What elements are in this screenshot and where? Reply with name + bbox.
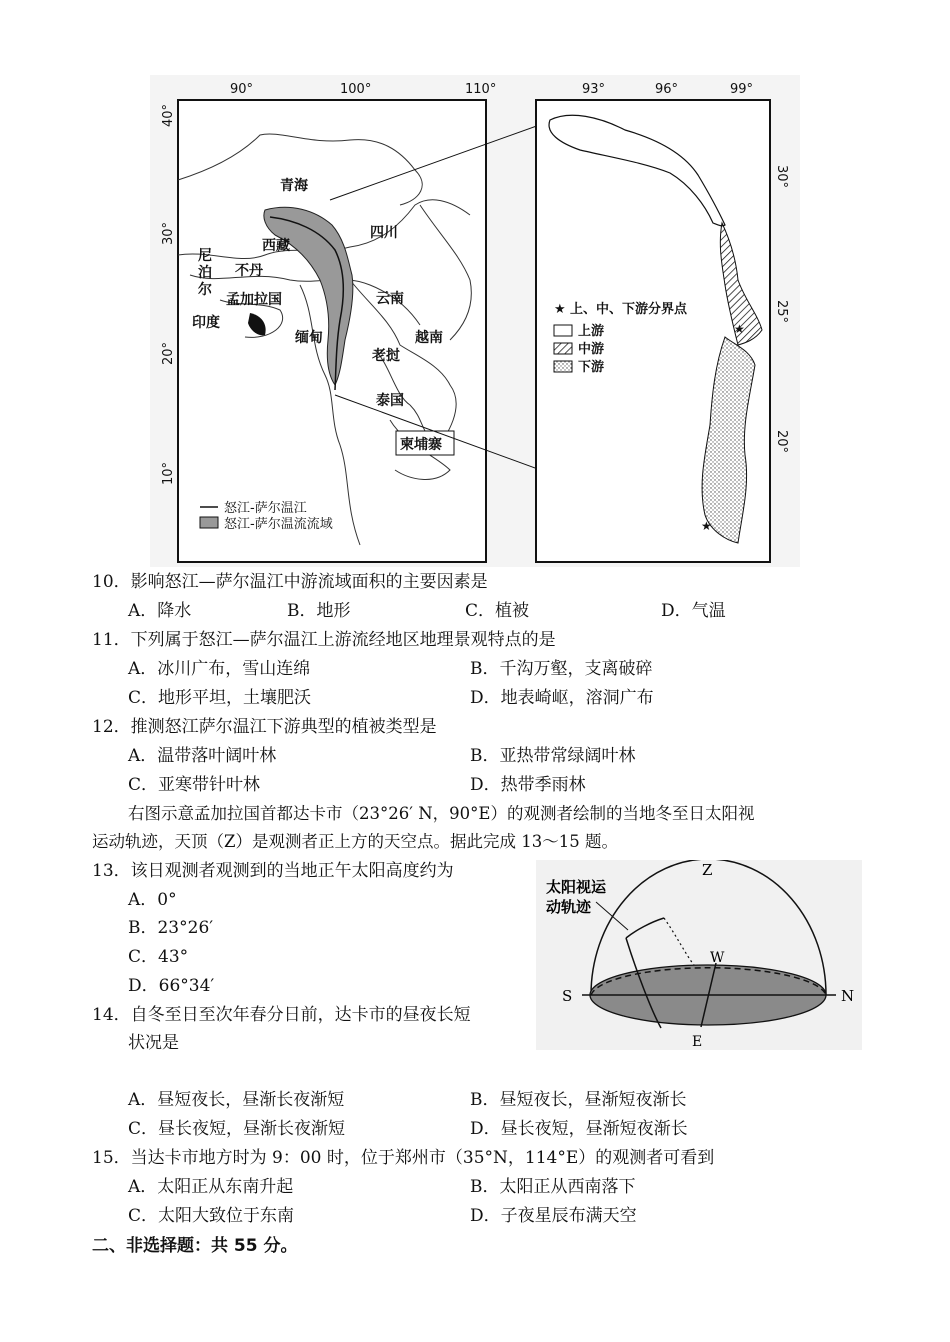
q10-option-a[interactable]: A．降水 xyxy=(128,601,192,621)
q10-option-c[interactable]: C．植被 xyxy=(465,601,530,621)
label-sichuan: 四川 xyxy=(370,225,398,241)
question-text: 下列属于怒江—萨尔温江上游流经地区地理景观特点的是 xyxy=(130,630,556,650)
lat-tick-20-right: 20° xyxy=(774,430,789,454)
question-13 xyxy=(92,861,454,881)
label-india: 印度 xyxy=(192,315,220,331)
q14-option-b[interactable]: B．昼短夜长，昼渐短夜渐长 xyxy=(470,1090,687,1110)
legend-middle: 中游 xyxy=(578,342,605,357)
q11-option-b[interactable]: B．千沟万壑，支离破碎 xyxy=(470,659,653,679)
label-yunnan: 云南 xyxy=(376,291,404,307)
question-14-cont: 状况是 xyxy=(128,1033,179,1053)
q13-option-c[interactable]: C．43° xyxy=(128,947,189,967)
legend-basin: 怒江-萨尔温流流域 xyxy=(224,517,333,532)
question-10 xyxy=(92,572,488,592)
label-laos: 老挝 xyxy=(372,348,400,364)
question-number: 15． xyxy=(92,1148,131,1168)
legend-river: 怒江-萨尔温江 xyxy=(224,501,307,516)
lon-tick-90: 90° xyxy=(230,82,254,97)
question-15 xyxy=(92,1148,714,1168)
q15-option-d[interactable]: D．子夜星辰布满天空 xyxy=(470,1206,637,1226)
label-cambodia: 柬埔寨 xyxy=(400,437,442,453)
q12-option-a[interactable]: A．温带落叶阔叶林 xyxy=(128,746,277,766)
question-number: 11． xyxy=(92,630,131,650)
lon-tick-100: 100° xyxy=(340,82,372,97)
q15-option-a[interactable]: A．太阳正从东南升起 xyxy=(128,1177,294,1197)
label-xizang: 西藏 xyxy=(262,238,290,254)
question-text: 当达卡市地方时为 9：00 时，位于郑州市（35°N，114°E）的观测者可看到 xyxy=(130,1148,715,1168)
label-bhutan: 不丹 xyxy=(235,263,263,279)
q13-option-d[interactable]: D．66°34′ xyxy=(128,976,215,996)
q14-option-a[interactable]: A．昼短夜长，昼渐长夜渐短 xyxy=(128,1090,345,1110)
legend-lower: 下游 xyxy=(578,360,605,375)
label-myanmar: 缅甸 xyxy=(295,330,323,346)
lat-tick-25-right: 25° xyxy=(774,300,789,324)
label-west: W xyxy=(710,950,725,966)
label-er: 尔 xyxy=(198,282,212,298)
q11-option-a[interactable]: A．冰川广布，雪山连绵 xyxy=(128,659,311,679)
question-12 xyxy=(92,717,437,737)
question-number: 12． xyxy=(92,717,131,737)
question-text: 影响怒江—萨尔温江中游流域面积的主要因素是 xyxy=(130,572,488,592)
label-thailand: 泰国 xyxy=(376,393,404,409)
question-text: 推测怒江萨尔温江下游典型的植被类型是 xyxy=(130,717,437,737)
label-bangladesh: 孟加拉国 xyxy=(226,292,282,308)
q13-option-b[interactable]: B．23°26′ xyxy=(128,918,214,938)
q14-option-c[interactable]: C．昼长夜短，昼渐长夜渐短 xyxy=(128,1119,346,1139)
q14-option-d[interactable]: D．昼长夜短，昼渐短夜渐长 xyxy=(470,1119,688,1139)
question-text: 该日观测者观测到的当地正午太阳高度约为 xyxy=(130,861,454,881)
river-basin-figure xyxy=(150,75,800,567)
label-ni: 尼 xyxy=(198,248,212,264)
boundary-star-2: ★ xyxy=(701,519,712,533)
q11-option-c[interactable]: C．地形平坦，土壤肥沃 xyxy=(128,688,312,708)
sun-path-label-line2: 动轨迹 xyxy=(546,898,592,916)
question-11 xyxy=(92,630,556,650)
label-vietnam: 越南 xyxy=(415,330,443,346)
intro-line-1: 右图示意孟加拉国首都达卡市（23°26′ N，90°E）的观测者绘制的当地冬至日太阳视 xyxy=(128,804,755,823)
lat-tick-40: 40° xyxy=(161,103,176,127)
lon-tick-93: 93° xyxy=(582,82,606,97)
question-number: 10． xyxy=(92,572,131,592)
lat-tick-30: 30° xyxy=(161,221,176,245)
q15-option-b[interactable]: B．太阳正从西南落下 xyxy=(470,1177,636,1197)
lon-tick-96: 96° xyxy=(655,82,679,97)
label-bo: 泊 xyxy=(198,265,212,281)
label-qinghai: 青海 xyxy=(280,178,308,194)
q12-option-d[interactable]: D．热带季雨林 xyxy=(470,775,586,795)
section-2-heading: 二、非选择题：共 55 分。 xyxy=(92,1236,298,1256)
question-14 xyxy=(92,1005,471,1025)
lat-tick-10: 10° xyxy=(161,461,176,485)
star-icon: ★ xyxy=(554,302,566,317)
boundary-star-1: ★ xyxy=(734,322,745,336)
q13-option-a[interactable]: A．0° xyxy=(128,890,177,910)
intro-line-2: 运动轨迹，天顶（Z）是观测者正上方的天空点。据此完成 13～15 题。 xyxy=(92,832,618,851)
q12-option-c[interactable]: C．亚寒带针叶林 xyxy=(128,775,261,795)
legend-upper: 上游 xyxy=(578,324,605,339)
label-east: E xyxy=(692,1034,703,1050)
label-zenith: Z xyxy=(702,861,713,879)
lon-tick-99: 99° xyxy=(730,82,754,97)
question-text: 自冬至日至次年春分日前，达卡市的昼夜长短 xyxy=(130,1005,471,1025)
label-south: S xyxy=(562,987,573,1005)
question-number: 13． xyxy=(92,861,131,881)
lat-tick-20: 20° xyxy=(161,341,176,365)
lon-tick-110: 110° xyxy=(465,82,497,97)
q10-option-d[interactable]: D．气温 xyxy=(661,601,726,621)
q15-option-c[interactable]: C．太阳大致位于东南 xyxy=(128,1206,295,1226)
lat-tick-30-right: 30° xyxy=(774,165,789,189)
sun-path-figure xyxy=(536,860,862,1050)
legend-boundary-point: 上、中、下游分界点 xyxy=(570,302,688,317)
q11-option-d[interactable]: D．地表崎岖，溶洞广布 xyxy=(470,688,654,708)
q10-option-b[interactable]: B．地形 xyxy=(287,601,351,621)
sun-path-label-line1: 太阳视运 xyxy=(546,878,607,896)
label-north: N xyxy=(841,987,855,1005)
question-number: 14． xyxy=(92,1005,131,1025)
q12-option-b[interactable]: B．亚热带常绿阔叶林 xyxy=(470,746,636,766)
